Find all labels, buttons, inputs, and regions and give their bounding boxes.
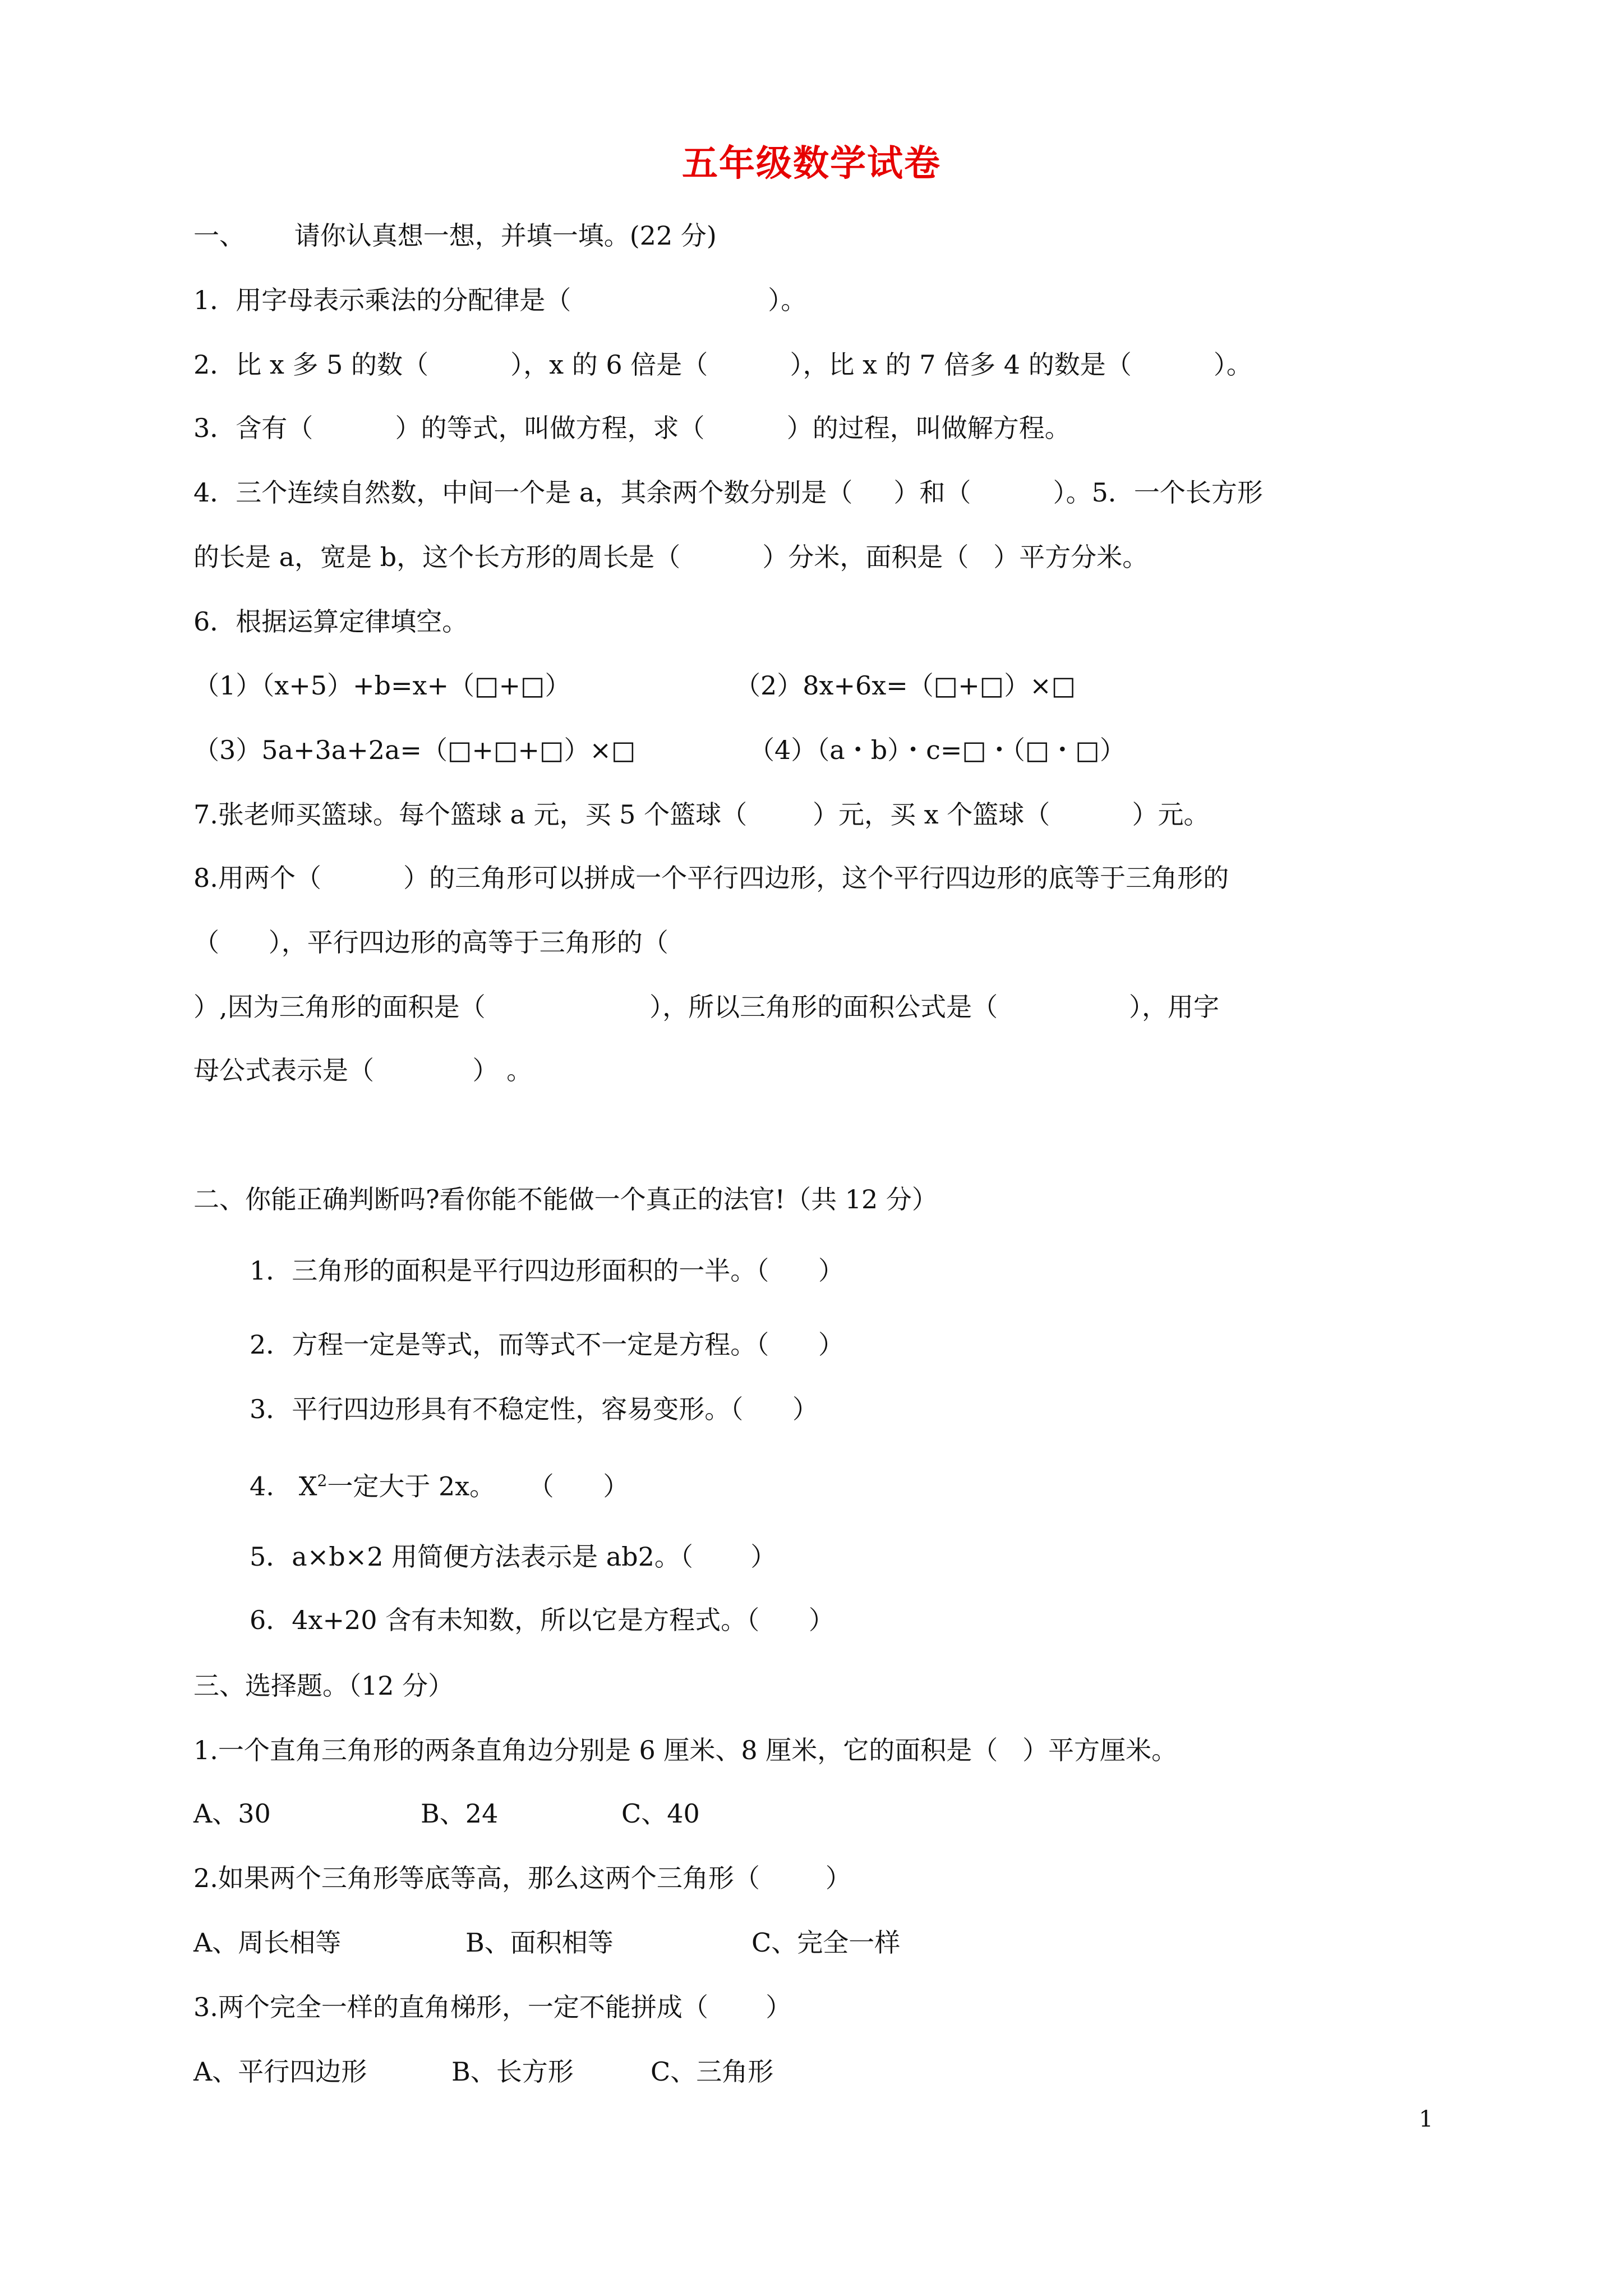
section-2-heading: 二、你能正确判断吗?看你能不能做一个真正的法官!（共 12 分） [193,1184,938,1214]
question-1-6-item-1: （1）（x+5）+b=x+（□+□） [193,670,571,701]
choice-3-option-b: B、长方形 [451,2056,574,2087]
choice-3-option-c: C、三角形 [651,2056,774,2087]
question-1-2: 2．比 x 多 5 的数（ ），x 的 6 倍是（ ），比 x 的 7 倍多 4 的数是（ ）。 [193,349,1252,380]
judge-4 [250,1464,629,1503]
judge-5: 5．a×b×2 用简便方法表示是 ab2。（ ） [250,1542,777,1572]
judge-2: 2．方程一定是等式，而等式不一定是方程。（ ） [250,1329,844,1360]
question-1-8-line1: 8.用两个（ ）的三角形可以拼成一个平行四边形，这个平行四边形的底等于三角形的 [193,863,1229,893]
judge-4-variable: X [298,1471,317,1502]
page-number: 1 [1419,2106,1433,2132]
judge-4-text: 一定大于 2x。 （ ） [327,1471,629,1502]
choice-2-option-b: B、面积相等 [465,1927,614,1958]
question-1-6-item-3: （3）5a+3a+2a=（□+□+□）×□ [193,735,636,765]
choice-2: 2.如果两个三角形等底等高，那么这两个三角形（ ） [193,1863,851,1893]
question-1-7: 7.张老师买篮球。每个篮球 a 元，买 5 个篮球（ ）元，买 x 个篮球（ ）元。 [193,799,1210,830]
question-1-1: 1．用字母表示乘法的分配律是（ ）。 [193,285,807,315]
choice-2-option-c: C、完全一样 [751,1927,901,1958]
question-1-8-line4: 母公式表示是（ ） 。 [193,1055,533,1085]
judge-4-number: 4. [250,1471,274,1502]
choice-3: 3.两个完全一样的直角梯形，一定不能拼成（ ） [193,1992,792,2022]
choice-1: 1.一个直角三角形的两条直角边分别是 6 厘米、8 厘米，它的面积是（ ）平方厘米。 [193,1735,1178,1765]
question-1-6-item-2: （2）8x+6x=（□+□）×□ [735,670,1076,701]
question-1-4-line1: 4．三个连续自然数，中间一个是 a，其余两个数分别是（ ）和（ ）。5．一个长方形 [193,477,1263,508]
question-1-6: 6．根据运算定律填空。 [193,606,468,637]
question-1-6-item-4: （4）（a・b）・c=□・（□・□） [749,735,1126,765]
question-1-8-line2: （ ），平行四边形的高等于三角形的（ [193,927,668,958]
judge-6: 6．4x+20 含有未知数，所以它是方程式。（ ） [250,1605,834,1635]
section-1-heading: 一、 请你认真想一想，并填一填。(22 分) [193,220,717,251]
choice-3-option-a: A、平行四边形 [193,2056,367,2087]
page-title: 五年级数学试卷 [682,142,941,185]
judge-4-exponent: 2 [317,1471,328,1490]
question-1-8-line3: ）,因为三角形的面积是（ ），所以三角形的面积公式是（ ），用字 [193,992,1220,1022]
choice-2-option-a: A、周长相等 [193,1927,342,1958]
question-1-3: 3．含有（ ）的等式，叫做方程，求（ ）的过程，叫做解方程。 [193,413,1071,443]
choice-1-option-c: C、40 [621,1798,700,1829]
choice-1-option-b: B、24 [421,1798,499,1829]
judge-1: 1．三角形的面积是平行四边形面积的一半。（ ） [250,1255,844,1286]
section-3-heading: 三、选择题。（12 分） [193,1671,454,1701]
question-1-4-line2: 的长是 a，宽是 b，这个长方形的周长是（ ）分米，面积是（ ）平方分米。 [193,542,1149,572]
choice-1-option-a: A、30 [193,1798,271,1829]
judge-3: 3．平行四边形具有不稳定性，容易变形。（ ） [250,1394,818,1424]
